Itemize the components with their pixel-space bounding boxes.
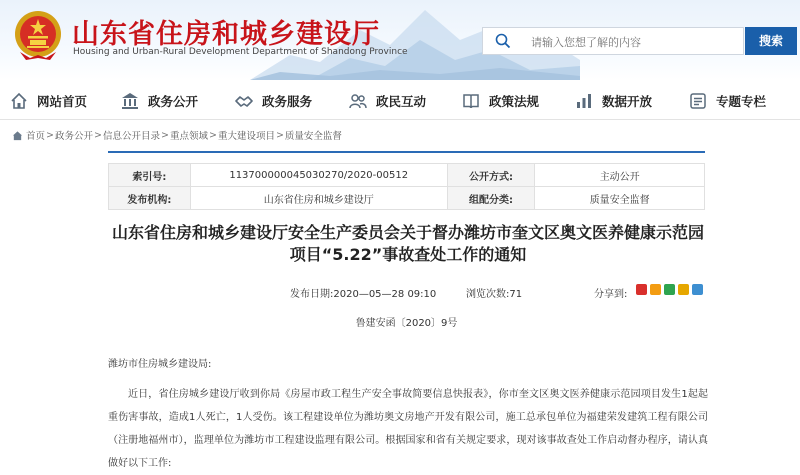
breadcrumb <box>12 126 342 144</box>
nav-item-gov-affairs-open[interactable] <box>121 90 198 112</box>
book-icon <box>462 92 480 110</box>
breadcrumb-item[interactable]: 信息公开目录 <box>102 131 160 142</box>
share-weibo-icon[interactable] <box>636 284 647 295</box>
main-nav <box>0 80 800 120</box>
share-label: 分享到: <box>594 289 628 300</box>
handshake-icon <box>235 92 253 110</box>
breadcrumb-separator: > <box>208 129 217 141</box>
document-info-table <box>108 163 705 210</box>
share-wechat-icon[interactable] <box>664 284 675 295</box>
share-more-icon[interactable] <box>692 284 703 295</box>
nav-item-label: 政务公开 <box>148 94 199 109</box>
nav-item-special-columns[interactable] <box>689 90 766 112</box>
publisher-label: 发布机构: <box>109 187 191 210</box>
greeting: 潍坊市住房城乡建设局: <box>108 359 212 370</box>
share-qzone-icon[interactable] <box>650 284 661 295</box>
document-number: 鲁建安函〔2020〕9号 <box>355 318 458 329</box>
divider <box>108 151 705 153</box>
search-button[interactable]: 搜索 <box>745 27 797 55</box>
breadcrumb-separator: > <box>160 129 169 141</box>
national-emblem-icon <box>12 8 64 62</box>
breadcrumb-item[interactable]: 质量安全监督 <box>284 131 342 142</box>
nav-item-label: 网站首页 <box>37 94 88 109</box>
publish-date: 发布日期:2020—05—28 09:10 <box>290 289 437 300</box>
nav-item-open-data[interactable] <box>575 90 652 112</box>
article-meta <box>108 285 705 299</box>
body-paragraph: 近日，省住房城乡建设厅收到你局《房屋市政工程生产安全事故简要信息快报表》，你市奎文区奥文医养健康示范园项目发生1起起重伤害事故，造成1人死亡，1人受伤。该工程建设单位为潍坊奥文房地产开发有限公司，施工总承包单位为福建荣发建筑工程有限公司（注册地福州市），监理单位为潍坊市工程建设监理有限公司。根据国家和省有关规定要求，现对该事故查处工作启动督办程序，请认真做好以下工作: <box>108 389 708 469</box>
index-label: 索引号: <box>109 164 191 187</box>
index-value: 11370000004503027​0/2020-00512 <box>190 164 447 187</box>
people-icon <box>349 92 367 110</box>
nav-item-policy-regulations[interactable] <box>462 90 539 112</box>
site-header <box>0 0 800 80</box>
category-label: 组配分类: <box>447 187 535 210</box>
breadcrumb-separator: > <box>46 129 54 141</box>
share-icons <box>636 284 703 295</box>
site-title[interactable]: 山东省住房和城乡建设厅 <box>72 19 380 50</box>
breadcrumb-separator: > <box>94 129 102 141</box>
nav-item-label: 政民互动 <box>376 94 427 109</box>
table-row <box>109 187 705 210</box>
column-icon <box>689 92 707 110</box>
breadcrumb-home[interactable]: 首页 <box>26 131 46 142</box>
public-mode-label: 公开方式: <box>447 164 535 187</box>
category-value: 质量安全监督 <box>535 187 705 210</box>
nav-item-label: 数据开放 <box>602 94 653 109</box>
nav-item-label: 政务服务 <box>262 94 313 109</box>
nav-item-home[interactable] <box>10 90 87 112</box>
article-body <box>108 358 708 475</box>
search-field[interactable] <box>482 27 744 55</box>
breadcrumb-item[interactable]: 重大建设项目 <box>217 131 275 142</box>
home-icon <box>12 130 23 141</box>
table-row <box>109 164 705 187</box>
nav-item-gov-services[interactable] <box>235 90 312 112</box>
share-qq-icon[interactable] <box>678 284 689 295</box>
chart-icon <box>575 92 593 110</box>
view-count: 浏览次数:71 <box>466 289 523 300</box>
article-title: 山东省住房和城乡建设厅安全生产委员会关于督办潍坊市奎文区奥文医养健康示范园项目“5.22”事故查处工作的通知 <box>111 223 704 264</box>
nav-item-label: 专题专栏 <box>716 94 767 109</box>
breadcrumb-item[interactable]: 政务公开 <box>54 131 93 142</box>
home-icon <box>10 92 28 110</box>
nav-item-label: 政策法规 <box>489 94 540 109</box>
search-input[interactable] <box>531 32 731 52</box>
site-subtitle: Housing and Urban-Rural Development Department of Shandong Province <box>73 47 408 57</box>
publisher-value: 山东省住房和城乡建设厅 <box>190 187 447 210</box>
breadcrumb-item[interactable]: 重点领域 <box>169 131 208 142</box>
search-icon <box>495 33 511 49</box>
building-icon <box>121 92 139 110</box>
public-mode-value: 主动公开 <box>535 164 705 187</box>
breadcrumb-separator: > <box>275 129 284 141</box>
nav-item-public-interaction[interactable] <box>349 90 426 112</box>
